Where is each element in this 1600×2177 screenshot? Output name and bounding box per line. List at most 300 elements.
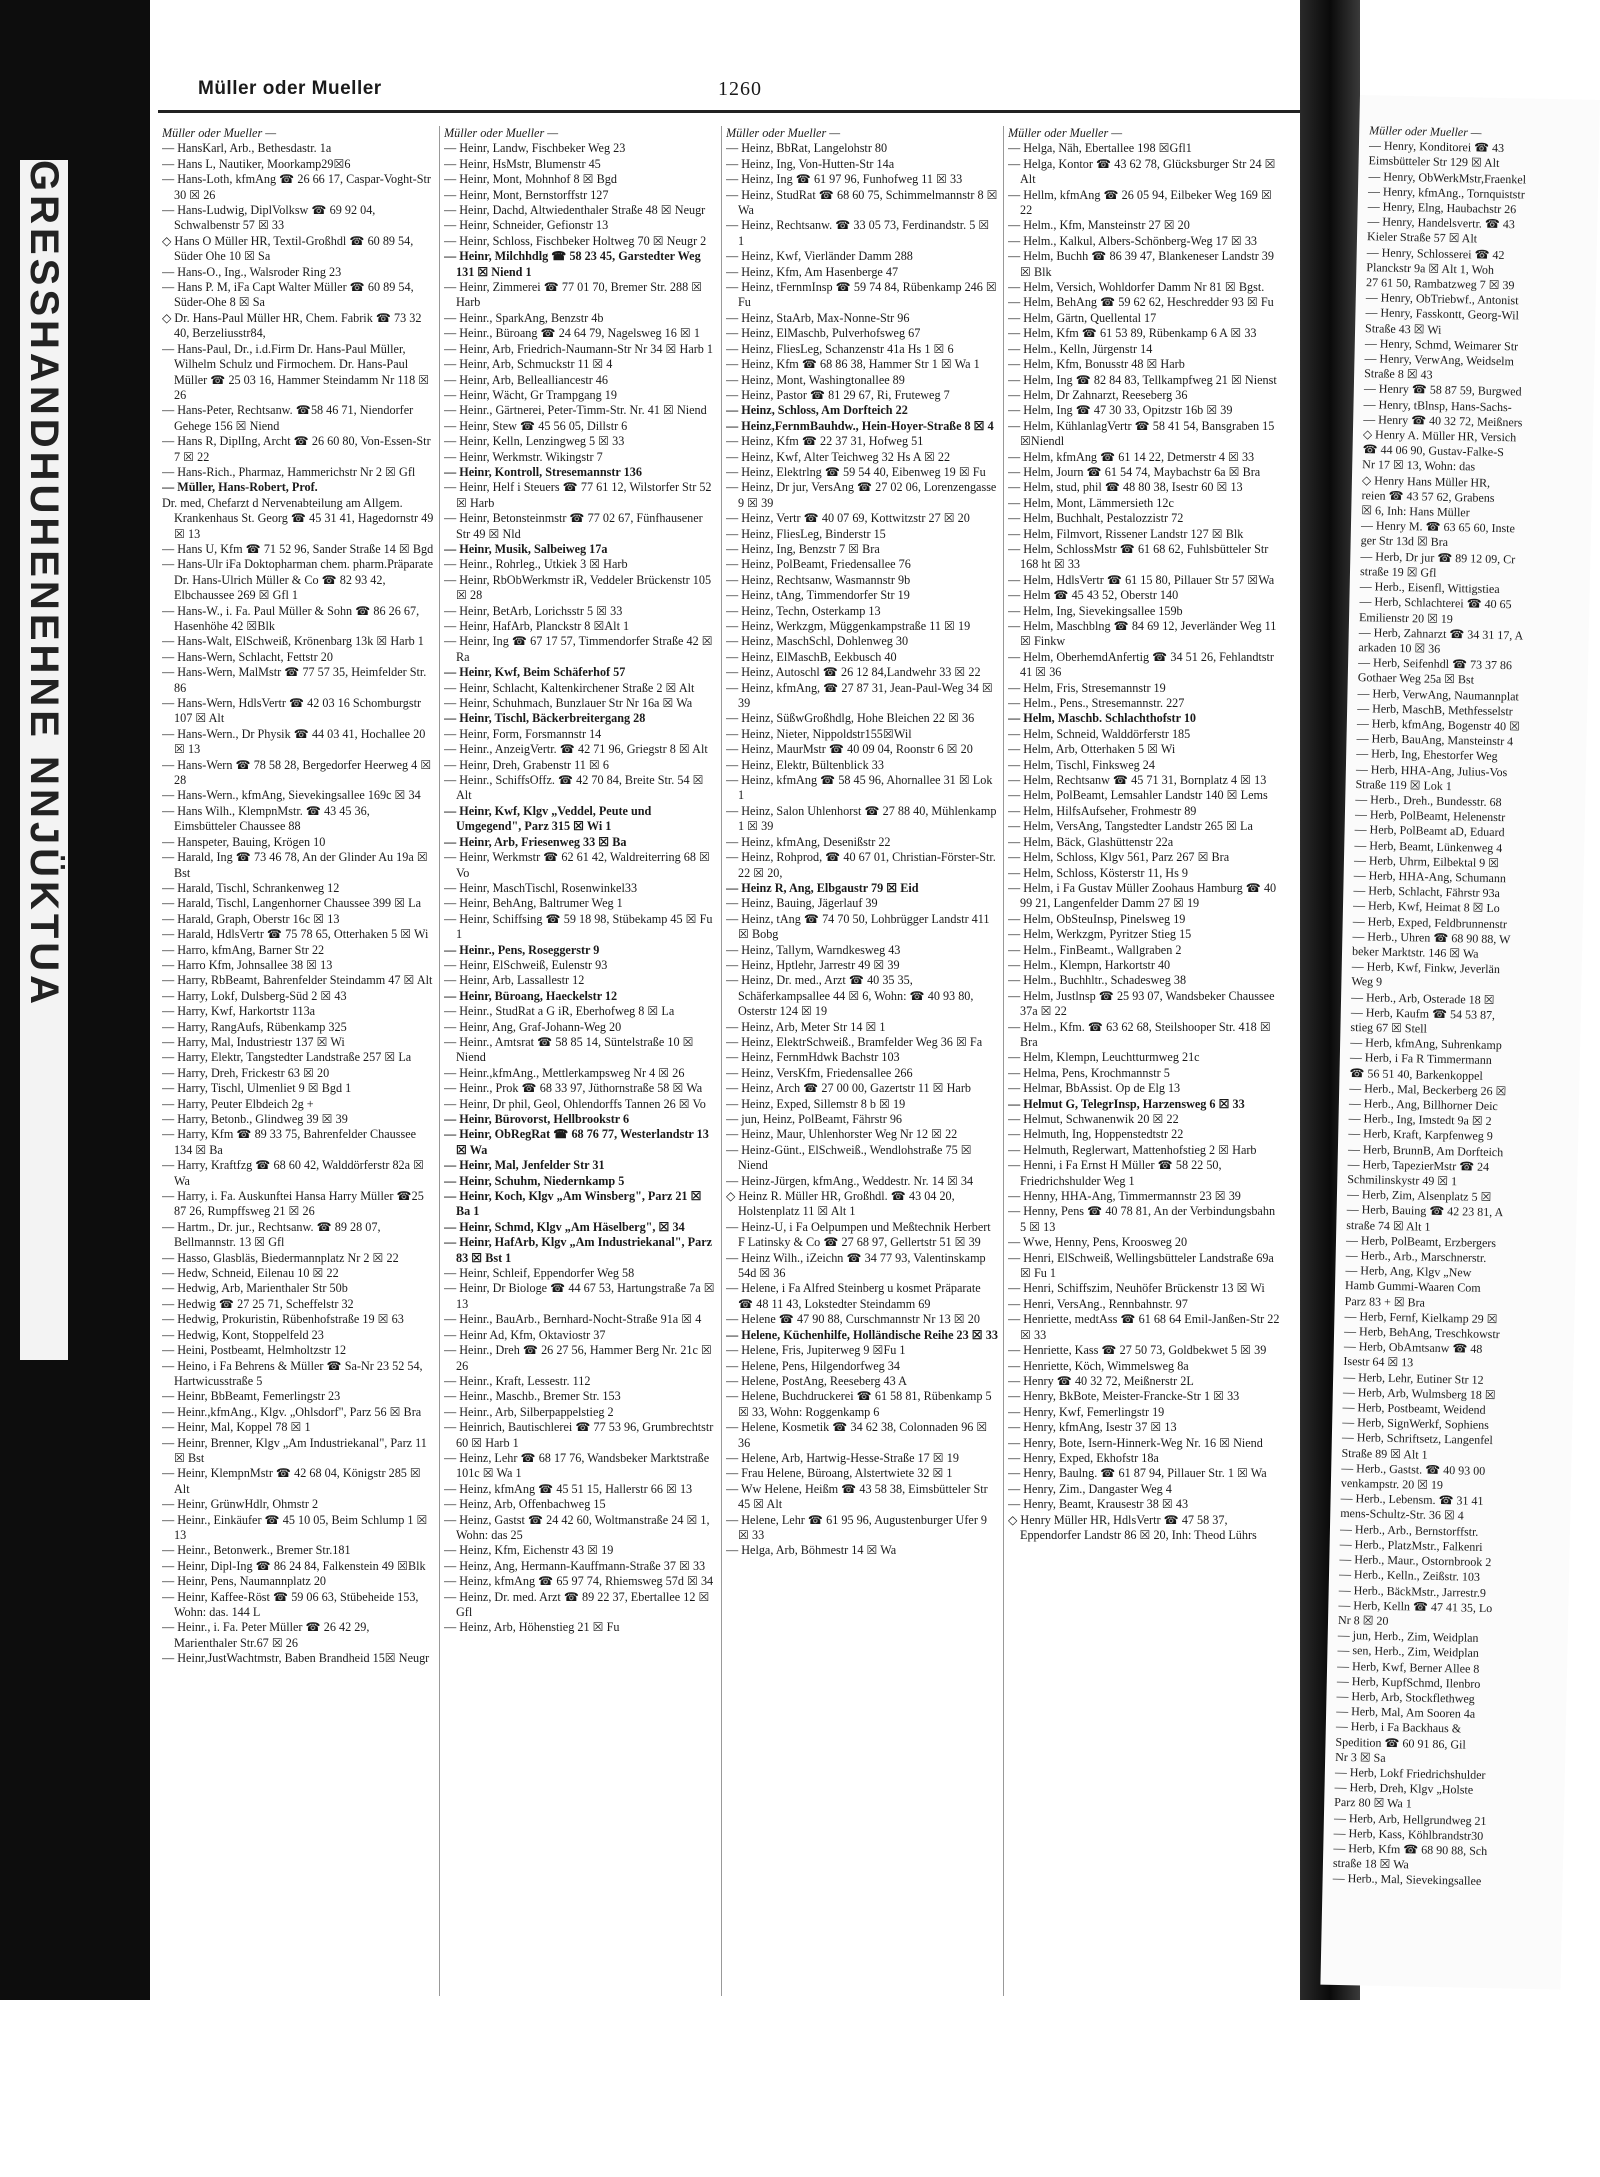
directory-entry: — Helm ☎ 45 43 52, Oberstr 140 (1008, 588, 1179, 603)
directory-entry: — Hans-Paul, Dr., i.d.Firm Dr. Hans-Paul Müller, Wilhelm Schulz und Firmochem. Dr. Hans-Paul Müller ☎ 25 03 16, Hammer Steindamm Nr 118 ☒ 26 (162, 341, 430, 402)
directory-entry: Nr 8 ☒ 20 (1337, 1612, 1389, 1628)
directory-entry: — Helm, i Fa Gustav Müller Zoohaus Hamburg ☎ 40 99 21, Langenfelder Damm 27 ☒ 19 (1008, 880, 1277, 911)
directory-entry: — Herb., Eisenfl, Wittigstiea (1359, 579, 1500, 597)
directory-entry: — Helm, Kfm, Bonusstr 48 ☒ Harb (1008, 357, 1185, 372)
directory-entry: — Hans Wilh., KlempnMstr. ☎ 43 45 36, Eimsbütteler Chaussee 88 (162, 803, 370, 834)
directory-entry: — Heinz, VersKfm, Friedensallee 266 (726, 1065, 913, 1080)
directory-entry: — Herb, ObAmtsanw ☎ 48 (1343, 1339, 1483, 1357)
directory-entry: — Heinr,JustWachtmstr, Baben Brandheid 15☒ Neugr (162, 1651, 430, 1666)
directory-entry: — Heinr, ElSchweiß, Eulenstr 93 (444, 957, 608, 972)
directory-entry: — Herb, kfmAng, Bogenstr 40 ☒ (1356, 715, 1521, 734)
directory-entry: — Helm, Mont, Lämmersieth 12c (1008, 495, 1174, 510)
directory-entry: — Helm., Pens., Stresemannstr. 227 (1008, 696, 1185, 711)
column-header-entry: Müller oder Mueller — (1369, 123, 1482, 140)
directory-entry: — Heinz, Lehr ☎ 68 17 76, Wandsbeker Marktstraße 101c ☒ Wa 1 (444, 1450, 710, 1481)
directory-entry: — Heinr., Maschb., Bremer Str. 153 (444, 1389, 621, 1404)
directory-entry: — Helm, Ing ☎ 47 30 33, Opitzstr 16b ☒ 39 (1008, 403, 1233, 418)
directory-entry: — Heinz, Ing, Benzstr 7 ☒ Bra (726, 541, 880, 556)
directory-entry: — Hans-Wern., Dr Physik ☎ 44 03 41, Hochallee 20 ☒ 13 (162, 726, 426, 757)
directory-entry: — Hedw, Schneid, Eilenau 10 ☒ 22 (162, 1266, 339, 1281)
directory-entry: — Heinr., Gärtnerei, Peter-Timm-Str. Nr. 41 ☒ Niend (444, 403, 707, 418)
directory-entry: — Herb., Maur., Ostornbrook 2 (1339, 1551, 1492, 1570)
directory-entry: — Hasso, Glasbläs, Biedermannplatz Nr 2 ☒ 22 (162, 1250, 399, 1265)
directory-entry: — Herb, Zim, Alsenplatz 5 ☒ (1346, 1187, 1492, 1205)
spine-text: GRESSHANDHUHENEHNE NNJÜKTUA (22, 160, 66, 1009)
directory-entry: — Helm, kfmAng ☎ 61 14 22, Detmerstr 4 ☒ 33 (1008, 449, 1255, 464)
directory-entry: — Heinr, Schuhmach, Bunzlauer Str Nr 16a ☒ Wa (444, 696, 693, 711)
directory-entry: — Heinr, KlempnMstr ☎ 42 68 04, Königstr 285 ☒ Alt (162, 1466, 421, 1496)
directory-entry: — Harald, Graph, Oberstr 16c ☒ 13 (162, 911, 340, 926)
directory-entry: — Herb., Arb., Marschnerstr. (1345, 1247, 1487, 1265)
directory-entry: — Helm, Bäck, Glashüttenstr 22a (1008, 834, 1174, 849)
directory-entry: — Harry, i. Fa. Auskunftei Hansa Harry Müller ☎25 87 26, Rumpffsweg 21 ☒ 26 (162, 1189, 424, 1219)
directory-entry: — Heinz, Rechtsanw, Wasmannstr 9b (726, 572, 911, 587)
directory-entry: — Heinr., Betonwerk., Bremer Str.181 (162, 1543, 351, 1558)
directory-entry: — Harald, Tischl, Schrankenweg 12 (162, 880, 340, 895)
directory-entry: — Helmar, BbAssist. Op de Elg 13 (1008, 1081, 1181, 1096)
directory-entry: — Helm, KühlanlagVertr ☎ 58 41 54, Bansgraben 15 ☒Niendl (1008, 418, 1275, 449)
directory-entry: — Helm., Kelln, Jürgenstr 14 (1008, 341, 1153, 356)
directory-entry: — Heinz, tFernmInsp ☎ 59 74 84, Rübenkamp 246 ☒ Fu (726, 280, 997, 310)
directory-entry: — Hans-O., Ing., Walsroder Ring 23 (162, 264, 342, 279)
directory-entry: — Herb, Kelln ☎ 47 41 35, Lo (1338, 1597, 1493, 1615)
directory-entry: — Herb, Ang, Klgv „New (1345, 1263, 1472, 1280)
directory-entry: — Hanspeter, Bauing, Krögen 10 (162, 834, 326, 849)
directory-entry: — Heinr., Dreh ☎ 26 27 56, Hammer Berg Nr. 21c ☒ 26 (444, 1343, 712, 1373)
directory-entry: — Heinz, tAng, Timmendorfer Str 19 (726, 588, 910, 603)
directory-entry: — Harry, Lokf, Dulsberg-Süd 2 ☒ 43 (162, 988, 347, 1003)
directory-entry: — Heinz, MaschSchl, Dohlenweg 30 (726, 634, 909, 649)
directory-entry: — Helm, OberhemdAnfertig ☎ 34 51 26, Fehlandtstr 41 ☒ 36 (1008, 649, 1274, 680)
directory-entry: — Helene, i Fa Alfred Steinberg u kosmet Präparate ☎ 48 11 43, Lokstedter Steindamm 69 (726, 1281, 981, 1311)
directory-entry: — Heinz, Kwf, Alter Teichweg 32 Hs A ☒ 22 (726, 449, 951, 464)
directory-entry: Emilienstr 20 ☒ 19 (1358, 609, 1453, 626)
directory-entry: — Henry, ObTriebwf., Antonist (1365, 290, 1519, 308)
directory-entry: — Henry, Baulng. ☎ 61 87 94, Pillauer Str. 1 ☒ Wa (1008, 1466, 1267, 1481)
directory-entry: — Herb., Uhren ☎ 68 90 88, W (1352, 928, 1511, 947)
directory-entry: Straße 8 ☒ 43 (1364, 366, 1433, 382)
directory-entry: — Herb, Dr jur ☎ 89 12 09, Cr (1360, 548, 1516, 567)
directory-entry: — Helga, Näh, Ebertallee 198 ☒Gfl1 (1008, 141, 1192, 156)
directory-entry: — Helm, SchlossMstr ☎ 61 68 62, Fuhlsbütteler Str 168 ht ☒ 33 (1008, 541, 1269, 572)
directory-entry: — Helene, Kosmetik ☎ 34 62 38, Colonnaden 96 ☒ 36 (726, 1420, 988, 1450)
directory-entry: — Heinz, Arb, Meter Str 14 ☒ 1 (726, 1019, 886, 1034)
directory-entry: — Henry ☎ 58 87 59, Burgwed (1363, 381, 1522, 399)
directory-entry: — jun, Heinz, PolBeamt, Fährstr 96 (726, 1112, 903, 1126)
column-header-entry: Müller oder Mueller — (1008, 126, 1123, 140)
directory-entry: straße 74 ☒ Alt 1 (1346, 1217, 1431, 1234)
directory-entry: — Harry, Kraftfzg ☎ 68 60 42, Walddörferstr 82a ☒ Wa (162, 1158, 425, 1188)
directory-entry: — Heinz, Kfm, Am Hasenberge 47 (726, 264, 899, 279)
directory-entry: — Heinr, BbBeamt, Femerlingstr 23 (162, 1389, 341, 1404)
directory-entry: — Henry ☎ 40 32 72, Meißners (1363, 411, 1523, 430)
directory-entry: — Helm, Buchh ☎ 86 39 47, Blankeneser Landstr 39 ☒ Blk (1008, 249, 1274, 279)
directory-entry: — Heinr, Schlacht, Kaltenkirchener Straße 2 ☒ Alt (444, 680, 695, 695)
directory-entry: — Herb., Mal, Beckerberg 26 ☒ (1349, 1080, 1507, 1099)
directory-entry: — Heinr, Arb, Bellealliancestr 46 (444, 372, 608, 387)
directory-entry: — Helga, Arb, Böhmestr 14 ☒ Wa (726, 1543, 897, 1558)
directory-entry: — Heinr, Dr phil, Geol, Ohlendorffs Tannen 26 ☒ Vo (444, 1096, 706, 1111)
directory-entry: — Heinr, Schleif, Eppendorfer Weg 58 (444, 1266, 635, 1281)
directory-entry: Schmilinskystr 49 ☒ 1 (1347, 1171, 1458, 1189)
directory-entry: — Herb., Arb, Osterade 18 ☒ (1350, 989, 1495, 1007)
directory-entry: — Herb, Zahnarzt ☎ 34 31 17, A (1358, 624, 1524, 643)
directory-entry: — Henry, Exped, Ekhofstr 18a (1008, 1450, 1159, 1465)
directory-entry: reien ☎ 43 57 62, Grabens (1361, 487, 1495, 505)
directory-entry: — Harry, RbBeamt, Bahrenfelder Steindamm 47 ☒ Alt (162, 973, 433, 988)
directory-entry: — Heinz, kfmAng ☎ 65 97 74, Rhiemsweg 57d ☒ 34 (444, 1574, 714, 1589)
directory-entry: — Heinz, ElektrSchweiß., Bramfelder Weg 36 ☒ Fa (726, 1034, 983, 1049)
directory-entry: — Henny, HHA-Ang, Timmermannstr 23 ☒ 39 (1008, 1189, 1241, 1204)
directory-entry: — Heinz-Günt., ElSchweiß., Wendlohstraße 75 ☒ Niend (726, 1142, 972, 1173)
directory-entry: — Heinz, BbRat, Langelohstr 80 (726, 141, 888, 156)
directory-entry: — Heinz Wilh., iZeichn ☎ 34 77 93, Valentinskamp 54d ☒ 36 (726, 1250, 986, 1281)
directory-entry: — Helmuth, Reglerwart, Mattenhofstieg 2 ☒ Harb (1008, 1142, 1257, 1157)
directory-entry: — Herb, Schlachterei ☎ 40 65 (1359, 594, 1512, 612)
column-header-entry: Müller oder Mueller — (444, 126, 559, 140)
directory-entry: — Herb, HHA-Ang, Schumann (1353, 867, 1507, 886)
directory-entry: — Herb., Ing, Imstedt 9a ☒ 2 (1348, 1111, 1492, 1129)
directory-entry: — Herb, Postbeamt, Weidend (1342, 1399, 1486, 1417)
directory-entry: ◇ Henry A. Müller HR, Versich (1362, 427, 1517, 445)
directory-entry: — Herb, Fernf, Kielkamp 29 ☒ (1344, 1308, 1498, 1326)
directory-entry: — Helm, Klempn, Leuchtturmweg 21c (1008, 1050, 1200, 1065)
directory-entry: — Henry M. ☎ 63 65 60, Inste (1360, 518, 1516, 536)
directory-entry: — Heinz, kfmAng ☎ 45 51 15, Hallerstr 66 ☒ 13 (444, 1481, 693, 1496)
directory-entry: — Herb, MaschB, Methfesselstr (1357, 700, 1513, 719)
directory-entry: — Helm, HdlsVertr ☎ 61 15 80, Pillauer Str 57 ☒Wa (1008, 572, 1275, 587)
directory-entry: — Heinr, Dreh, Grabenstr 11 ☒ 6 (444, 757, 609, 772)
directory-entry: — Herb, Beamt, Lünkenweg 4 (1354, 837, 1503, 855)
directory-entry: — Heinr, Schloss, Fischbeker Holtweg 70 ☒ Neugr 2 (444, 233, 707, 248)
directory-entry: Parz 83 + ☒ Bra (1344, 1293, 1426, 1310)
directory-entry: — Heinr, Schuhm, Niedernkamp 5 (444, 1173, 625, 1188)
directory-entry: — Hans U, Kfm ☎ 71 52 96, Sander Straße 14 ☒ Bgd (162, 541, 434, 556)
directory-entry: — Heinr, GrünwHdlr, Ohmstr 2 (162, 1497, 319, 1512)
directory-entry: — Heinr, HsMstr, Blumenstr 45 (444, 156, 601, 171)
directory-entry: — Helm, Kfm ☎ 61 53 89, Rübenkamp 6 A ☒ 33 (1008, 326, 1257, 341)
directory-entry: — Harry, Kfm ☎ 89 33 75, Bahrenfelder Chaussee 134 ☒ Ba (162, 1127, 417, 1157)
directory-entry: — Heinz,FernmBauhdw., Hein-Hoyer-Straße 8 ☒ 4 (726, 418, 994, 433)
directory-entry: — Heinz, Dr. med. Arzt ☎ 89 22 37, Ebertallee 12 ☒ Gfl (444, 1589, 710, 1619)
directory-entry: — Helga, Kontor ☎ 43 62 78, Glücksburger Str 24 ☒ Alt (1008, 156, 1276, 187)
directory-entry: — Herb., Kelln., Zeißstr. 103 (1338, 1567, 1481, 1585)
directory-entry: — Herb, Schriftsetz, Langenfel (1341, 1430, 1493, 1448)
directory-entry: ◇ Heinz R. Müller HR, Großhdl. ☎ 43 04 20, Holstenplatz 11 ☒ Alt 1 (726, 1189, 955, 1219)
directory-entry: — Herb, PolBeamt, Erzbergers (1345, 1232, 1497, 1250)
directory-entry: — Herb, i Fa R Timmermann (1349, 1050, 1492, 1068)
directory-entry: — Hans L, Nautiker, Moorkamp29☒6 (162, 156, 351, 171)
directory-entry: — Helm., Kfm, Mansteinstr 27 ☒ 20 (1008, 218, 1190, 233)
directory-entry: — Heinz, FernmHdwk Bachstr 103 (726, 1050, 900, 1065)
directory-entry: — Heinr, ObRegRat ☎ 68 76 77, Westerlandstr 13 ☒ Wa (444, 1127, 709, 1157)
directory-entry: — Henry, Handelsvertr. ☎ 43 (1367, 214, 1515, 232)
directory-entry: — Henny, Pens ☎ 40 78 81, An der Verbindungsbahn 5 ☒ 13 (1008, 1204, 1276, 1234)
directory-entry: — Heinr.,kfmAng., Mettlerkampsweg Nr 4 ☒ 26 (444, 1065, 685, 1080)
directory-entry: — Henry, Elng, Haubachstr 26 (1367, 199, 1517, 217)
directory-entry: — Henry, tBlnsp, Hans-Sachs- (1363, 396, 1512, 414)
directory-entry: — Henriette, Kass ☎ 27 50 73, Goldbekwet 5 ☒ 39 (1008, 1343, 1267, 1358)
directory-entry: — Helm, Maschb. Schlachthofstr 10 (1008, 711, 1197, 726)
directory-entry: — Helmut G, TelegrInsp, Harzensweg 6 ☒ 33 (1008, 1096, 1245, 1111)
directory-entry: — Heinz, SüßwGroßhdlg, Hohe Bleichen 22 ☒ 36 (726, 711, 975, 726)
directory-entry: — Helene, Lehr ☎ 61 95 96, Augustenburger Ufer 9 ☒ 33 (726, 1512, 988, 1542)
directory-entry: — Helene, Fris, Jupiterweg 9 ☒Fu 1 (726, 1343, 906, 1358)
directory-entry: — Heinz, Rechtsanw. ☎ 33 05 73, Ferdinandstr. 5 ☒ 1 (726, 218, 990, 248)
directory-entry: — Henni, i Fa Ernst H Müller ☎ 58 22 50, Friedrichshulder Weg 1 (1008, 1158, 1222, 1188)
directory-entry: ◇ Hans O Müller HR, Textil-Großhdl ☎ 60 89 54, Süder Ohe 10 ☒ Sa (162, 233, 414, 264)
directory-entry: — Herb, kfmAng, Suhrenkamp (1350, 1035, 1502, 1053)
directory-entry: — Heinr, Schiffsing ☎ 59 18 98, Stübekamp 45 ☒ Fu 1 (444, 911, 713, 942)
directory-entry: — Heinz, Salon Uhlenhorst ☎ 27 88 40, Mühlenkamp 1 ☒ 39 (726, 803, 997, 834)
directory-entry: — Heinr, Kwf, Beim Schäferhof 57 (444, 665, 626, 680)
directory-entry: — Heinr, Kontroll, Stresemannstr 136 (444, 464, 642, 479)
directory-entry: — Heinr, Landw, Fischbeker Weg 23 (444, 141, 626, 156)
directory-entry: — Heinr, Zimmerei ☎ 77 01 70, Bremer Str. 288 ☒ Harb (444, 280, 703, 310)
directory-entry: — Herb, Schlacht, Fährstr 93a (1353, 883, 1501, 901)
directory-entry: — Herb., Arb., Bernstorffstr. (1339, 1521, 1479, 1539)
directory-entry: ◇ Henry Müller HR, HdlsVertr ☎ 47 58 37, Eppendorfer Landstr 86 ☒ 20, Inh: Theod Lührs (1008, 1512, 1257, 1542)
directory-entry: — Helm, stud, phil ☎ 48 80 38, Isestr 60 ☒ 13 (1008, 480, 1243, 495)
directory-entry: — Helm., FinBeamt., Wallgraben 2 (1008, 942, 1182, 957)
directory-entry: — Helm, Schneid, Walddörferstr 185 (1008, 726, 1191, 741)
directory-entry: — Heinr., BauArb., Bernhard-Nocht-Straße 91a ☒ 4 (444, 1312, 702, 1327)
directory-entry: — Henry, Konditorei ☎ 43 (1368, 138, 1505, 156)
directory-entry: — Heinr, Kwf, Klgv „Veddel, Peute und Umgegend", Parz 315 ☒ Wi 1 (444, 803, 652, 834)
directory-entry: — Heinrich, Bautischlerei ☎ 77 53 96, Grumbrechtstr 60 ☒ Harb 1 (444, 1420, 714, 1450)
column-header-entry: Müller oder Mueller — (726, 126, 841, 140)
directory-entry: — Helm, Schloss, Klgv 561, Parz 267 ☒ Bra (1008, 850, 1230, 865)
directory-entry: — Heinr, Kaffee-Röst ☎ 59 06 63, Stübeheide 153, Wohn: das. 144 L (162, 1589, 419, 1619)
directory-entry: — Heinz, Maur, Uhlenhorster Weg Nr 12 ☒ 22 (726, 1127, 958, 1142)
directory-entry: — Herb, Bauing ☎ 42 23 81, A (1346, 1202, 1504, 1220)
directory-entry: — Herb, Lokf Friedrichshulder (1334, 1764, 1486, 1782)
directory-entry: — Heinr, Musik, Salbeiweg 17a (444, 541, 608, 556)
directory-entry: — Helm, Arb, Otterhaken 5 ☒ Wi (1008, 742, 1176, 757)
directory-entry: — Heinr., Büroang ☎ 24 64 79, Nagelsweg 16 ☒ 1 (444, 326, 700, 341)
directory-entry: — Heinr, Betonsteinmstr ☎ 77 02 67, Fünfhausener Str 49 ☒ Nld (444, 511, 703, 541)
facing-page (1320, 95, 1600, 1990)
directory-entry: — Heinr, Bürovorst, Hellbrookstr 6 (444, 1112, 630, 1126)
directory-entry: — Heinz, Kfm ☎ 22 37 31, Hofweg 51 (726, 434, 924, 449)
directory-entry: — Heinr, Arb, Schmuckstr 11 ☒ 4 (444, 357, 613, 372)
directory-entry: — Heinr, Arb, Friesenweg 33 ☒ Ba (444, 834, 627, 849)
column-divider (1003, 126, 1004, 1996)
directory-entry: — Heinz, MaurMstr ☎ 40 09 04, Roonstr 6 ☒ 20 (726, 742, 973, 757)
directory-entry: — Herb, Arb, Hellgrundweg 21 (1333, 1810, 1487, 1828)
directory-entry: — Helmuth, Ing, Hoppenstedtstr 22 (1008, 1127, 1184, 1142)
directory-entry: — Herb, Mal, Am Sooren 4a (1336, 1703, 1476, 1721)
directory-entry: — Heinz, Dr jur, VersAng ☎ 27 02 06, Lorenzengasse 9 ☒ 39 (726, 480, 997, 510)
directory-entry: — Heinz, Arb, Offenbachweg 15 (444, 1497, 606, 1512)
directory-entry: — Heinz, Ing, Von-Hutten-Str 14a (726, 156, 895, 171)
directory-entry: — Heinr., Rohrleg., Utkiek 3 ☒ Harb (444, 557, 628, 572)
column-header-entry: Müller oder Mueller — (162, 126, 277, 140)
directory-entry: — Herb, KupfSchmd, Ilenbro (1336, 1673, 1481, 1691)
directory-entry: Kieler Straße 57 ☒ Alt (1366, 229, 1478, 246)
facing-page-column (1330, 123, 1600, 1989)
directory-entry: Parz 80 ☒ Wa 1 (1334, 1795, 1412, 1811)
directory-entry: — Heinz, Hptlehr, Jarrestr 49 ☒ 39 (726, 957, 900, 972)
directory-entry: — Helm, Maschblng ☎ 84 69 12, Jeverländer Weg 11 ☒ Finkw (1008, 619, 1277, 649)
directory-entry: — Heinz, StudRat ☎ 68 60 75, Schimmelmannstr 8 ☒ Wa (726, 187, 998, 218)
directory-entry: — Heinz, Autoschl ☎ 26 12 84,Landwehr 33 ☒ 22 (726, 665, 981, 680)
directory-entry: — Harry, Mal, Industriestr 137 ☒ Wi (162, 1034, 345, 1049)
directory-entry: — Helm, Ing, Sievekingsallee 159b (1008, 603, 1183, 618)
directory-entry: — Heinr, Brenner, Klgv „Am Industriekanal", Parz 11 ☒ Bst (162, 1435, 427, 1465)
directory-entry: — Helm, Versich, Wohldorfer Damm Nr 81 ☒ Bgst. (1008, 280, 1265, 295)
column-2 (444, 126, 716, 1996)
directory-entry: — Helm, Filmvort, Rissener Landstr 127 ☒ Blk (1008, 526, 1244, 541)
directory-entry: — Heinz, Techn, Osterkamp 13 (726, 603, 881, 618)
directory-entry: — Hans-Wern, Schlacht, Fettstr 20 (162, 649, 333, 664)
directory-entry: — Heinr, Stew ☎ 45 56 05, Dillstr 6 (444, 418, 628, 433)
directory-entry: — Henry, Bote, Isern-Hinnerk-Weg Nr. 16 ☒ Niend (1008, 1435, 1263, 1450)
directory-entry: — Heinr, Werkmstr. Wikingstr 7 (444, 449, 603, 464)
directory-entry: — Heini, Postbeamt, Helmholtzstr 12 (162, 1343, 347, 1358)
header-rule (158, 110, 1300, 113)
directory-entry: — Hans-Rich., Pharmaz, Hammerichstr Nr 2 ☒ Gfl (162, 464, 416, 479)
directory-entry: — Herb, TapezierMstr ☎ 24 (1347, 1156, 1490, 1174)
directory-entry: ☒ 6, Inh: Hans Müller (1361, 503, 1470, 520)
directory-entry: — Helm, ObSteuInsp, Pinelsweg 19 (1008, 911, 1186, 926)
directory-entry: — Heinz, PolBeamt, Friedensallee 76 (726, 557, 911, 572)
directory-entry: — Heinz, StaArb, Max-Nonne-Str 96 (726, 310, 910, 325)
directory-entry: — Helm., Kalkul, Albers-Schönberg-Weg 17 ☒ 33 (1008, 233, 1258, 248)
directory-entry: — Helm., Klempn, Harkortstr 40 (1008, 957, 1171, 972)
directory-entry: — Heinr., Arb, Silberpappelstieg 2 (444, 1404, 614, 1419)
directory-entry: — Heinz, Kfm, Eichenstr 43 ☒ 19 (444, 1543, 614, 1558)
directory-entry: — Heinr., Prok ☎ 68 33 97, Jüthornstraße 58 ☒ Wa (444, 1081, 703, 1096)
directory-entry: Spedition ☎ 60 91 86, Gil (1335, 1734, 1466, 1752)
directory-entry: Nr 3 ☒ Sa (1335, 1749, 1386, 1765)
directory-entry: — Herb, HHA-Ang, Julius-Vos (1355, 761, 1508, 779)
directory-entry: — Heinr, Tischl, Bäckerbreitergang 28 (444, 711, 646, 726)
directory-entry: — Henry, Kwf, Femerlingstr 19 (1008, 1404, 1165, 1419)
directory-entry: — Herb., Lebensm. ☎ 31 41 (1340, 1491, 1484, 1509)
directory-entry: — Herb, VerwAng, Naumannplat (1357, 685, 1520, 703)
directory-entry: — Hans-Ludwig, DiplVolksw ☎ 69 92 04, Schwalbenstr 57 ☒ 33 (162, 203, 376, 233)
directory-entry: — Hedwig, Kont, Stoppelfeld 23 (162, 1327, 324, 1342)
directory-entry: — Henry, Zim., Dangaster Weg 4 (1008, 1481, 1172, 1496)
directory-entry: — Harro, kfmAng, Barner Str 22 (162, 942, 325, 957)
directory-entry: — Hans-Wern, HdlsVertr ☎ 42 03 16 Schomburgstr 107 ☒ Alt (162, 696, 422, 726)
directory-entry: — Henry, VerwAng, Weidselm (1364, 351, 1515, 369)
directory-entry: — Helmut, Schwanenwik 20 ☒ 22 (1008, 1112, 1179, 1126)
directory-entry: Planckstr 9a ☒ Alt 1, Woh (1366, 260, 1495, 277)
directory-entry: — Herb, PolBeamt, Helenenstr (1354, 807, 1506, 825)
directory-entry: — Henriette, medtAss ☎ 61 68 64 Emil-Janßen-Str 22 ☒ 33 (1008, 1312, 1280, 1342)
directory-entry: — Harald, Tischl, Langenhorner Chaussee 399 ☒ La (162, 896, 422, 911)
directory-entry: Isestr 64 ☒ 13 (1343, 1354, 1414, 1370)
directory-entry: — Heinr.,kfmAng., Klgv. „Ohlsdorf", Parz 56 ☒ Bra (162, 1404, 422, 1419)
directory-entry: — Heinr, BetArb, Lorichsstr 5 ☒ 33 (444, 603, 623, 618)
directory-entry: — Heinr, Mont, Mohnhof 8 ☒ Bgd (444, 172, 617, 187)
directory-entry: — Herb, Arb, Stockflethweg (1336, 1688, 1475, 1706)
directory-entry: — Heinz, Werkzgm, Müggenkampstraße 11 ☒ 19 (726, 619, 971, 633)
directory-entry: — Heinz, Ang, Hermann-Kauffmann-Straße 37 ☒ 33 (444, 1558, 706, 1573)
directory-entry: — Harro Kfm, Johnsallee 38 ☒ 13 (162, 957, 333, 972)
directory-entry: — Heinr, Büroang, Haeckelstr 12 (444, 988, 618, 1003)
directory-entry: straße 19 ☒ Gfl (1359, 563, 1437, 580)
directory-entry: — Heinr, Ang, Graf-Johann-Weg 20 (444, 1019, 622, 1034)
directory-entry: — Helene ☎ 47 90 88, Curschmannstr Nr 13 ☒ 20 (726, 1312, 980, 1327)
directory-entry: arkaden 10 ☒ 36 (1358, 639, 1441, 656)
directory-entry: — Ww Helene, Heißm ☎ 43 58 38, Eimsbütteler Str 45 ☒ Alt (726, 1481, 988, 1512)
directory-entry: — Heinr, Mal, Koppel 78 ☒ 1 (162, 1420, 311, 1435)
directory-entry: — Heinz, Gastst ☎ 24 42 60, Woltmanstraße 24 ☒ 1, Wohn: das 25 (444, 1512, 710, 1542)
directory-entry: — Wwe, Henny, Pens, Kroosweg 20 (1008, 1235, 1188, 1250)
directory-entry: — Helm, Ing ☎ 82 84 83, Tellkampfweg 21 ☒ Nienst (1008, 372, 1277, 387)
directory-entry: — Heinr, Dr Biologe ☎ 44 67 53, Hartungstraße 7a ☒ 13 (444, 1281, 715, 1311)
directory-entry: — Hellm, kfmAng ☎ 26 05 94, Eilbeker Weg 169 ☒ 22 (1008, 187, 1272, 218)
directory-entry: — Herb, Uhrm, Eilbektal 9 ☒ (1353, 852, 1500, 870)
directory-entry: — Helm, Werkzgm, Pyritzer Stieg 15 (1008, 927, 1192, 942)
directory-entry: — Hans R, DiplIng, Archt ☎ 26 60 80, Von-Essen-Str 7 ☒ 22 (162, 434, 431, 464)
directory-entry: — Heinr., StudRat a G iR, Eberhofweg 8 ☒ La (444, 1004, 675, 1019)
directory-entry: — Heinr, Pens, Naumannplatz 20 (162, 1574, 327, 1589)
directory-entry: — Müller, Hans-Robert, Prof. (162, 480, 318, 495)
directory-entry: — Heinr, Arb, Friedrich-Naumann-Str Nr 34 ☒ Harb 1 (444, 341, 714, 356)
directory-entry: — Harry, Tischl, Ulmenliet 9 ☒ Bgd 1 (162, 1081, 352, 1096)
directory-entry: — Helm., Kfm. ☎ 63 62 68, Steilshooper Str. 418 ☒ Bra (1008, 1019, 1271, 1049)
directory-entry: — Helm., Buchhltr., Schadesweg 38 (1008, 973, 1187, 988)
directory-entry: — Heinr., Einkäufer ☎ 45 10 05, Beim Schlump 1 ☒ 13 (162, 1512, 428, 1542)
directory-entry: — Helm, Schloss, Kösterstr 11, Hs 9 (1008, 865, 1188, 880)
directory-entry: — Heinz, ElMaschB, Eekbusch 40 (726, 649, 897, 664)
directory-entry: — Hans-Wern., kfmAng, Sievekingsallee 169c ☒ 34 (162, 788, 421, 803)
directory-entry: — Hans-W., i. Fa. Paul Müller & Sohn ☎ 86 26 67, Hasenhöhe 42 ☒Blk (162, 603, 420, 633)
directory-entry: — Heinr, Dachd, Altwiedenthaler Straße 48 ☒ Neugr (444, 203, 706, 218)
directory-entry: — Helene, Küchenhilfe, Holländische Reihe 23 ☒ 33 (726, 1327, 998, 1342)
directory-entry: — jun, Herb., Zim, Weidplan (1337, 1627, 1479, 1645)
directory-entry: — Herb., BäckMstr., Jarrestr.9 (1338, 1582, 1487, 1600)
directory-entry: — Hedwig, Arb, Marienthaler Str 50b (162, 1281, 348, 1296)
directory-entry: — Heinr, Dipl-Ing ☎ 86 24 84, Falkenstein 49 ☒Blk (162, 1558, 426, 1573)
directory-entry: — Herb, BauAng, Mansteinstr 4 (1356, 731, 1514, 749)
directory-entry: — Heinz-U, i Fa Oelpumpen und Meßtechnik Herbert F Latinsky & Co ☎ 27 68 97, Gellertstr 51 ☒ 39 (726, 1219, 991, 1250)
directory-entry: venkampstr. 20 ☒ 19 (1340, 1475, 1444, 1493)
directory-entry: — Herb, SignWerkf, Sophiens (1342, 1415, 1490, 1433)
directory-entry: — Herb, Kass, Köhlbrandstr30 (1333, 1825, 1484, 1843)
directory-entry: — Heinr, Ing ☎ 67 17 57, Timmendorfer Straße 42 ☒ Ra (444, 634, 713, 664)
directory-entry: — Heinr, Mont, Bernstorffstr 127 (444, 187, 609, 202)
directory-entry: stieg 67 ☒ Stell (1350, 1019, 1428, 1036)
directory-entry: — Henri, Schiffszim, Neuhöfer Brückenstr 13 ☒ Wi (1008, 1281, 1265, 1296)
directory-entry: — Frau Helene, Büroang, Alstertwiete 32 ☒ 1 (726, 1466, 953, 1481)
directory-entry: — Heinr, BehAng, Baltrumer Weg 1 (444, 896, 623, 911)
directory-entry: Straße 43 ☒ Wi (1364, 320, 1442, 337)
directory-entry: beker Marktstr. 146 ☒ Wa (1351, 943, 1479, 961)
directory-entry: — Henri, ElSchweiß, Wellingsbütteler Landstraße 69a ☒ Fu 1 (1008, 1250, 1274, 1281)
directory-entry: — Heinz, Arb, Höhenstieg 21 ☒ Fu (444, 1620, 620, 1635)
directory-entry: — Heinz, Elektrlng ☎ 59 54 40, Eibenweg 19 ☒ Fu (726, 464, 986, 479)
directory-entry: ☎ 44 06 90, Gustav-Falke-S (1362, 442, 1504, 460)
directory-entry: — Herb, BehAng, Treschkowstr (1343, 1323, 1500, 1342)
directory-entry: — Heinr., Kraft, Lessestr. 112 (444, 1373, 591, 1388)
directory-entry: — Heinr., SparkAng, Benzstr 4b (444, 310, 604, 325)
directory-entry: — Heinz, FliesLeg, Binderstr 15 (726, 526, 886, 541)
directory-entry: — Henry, Schlosserei ☎ 42 (1366, 244, 1505, 262)
directory-entry: Dr. med, Chefarzt d Nervenabteilung am Allgem. Krankenhaus St. Georg ☎ 45 31 41, Hagedornstr 49 ☒ 13 (162, 495, 434, 541)
directory-entry: — Herb, Kaufm ☎ 54 53 87, (1350, 1004, 1496, 1022)
directory-entry: — Helene, Arb, Hartwig-Hesse-Straße 17 ☒ 19 (726, 1450, 959, 1465)
directory-entry: ☎ 56 51 40, Barkenkoppel (1349, 1065, 1483, 1083)
directory-entry: — Hans-Wern ☎ 78 58 28, Bergedorfer Heerweg 4 ☒ 28 (162, 757, 432, 788)
directory-entry: — Herb., PlatzMstr., Falkenri (1339, 1536, 1483, 1554)
directory-entry: — Helm, Rechtsanw ☎ 45 71 31, Bornplatz 4 ☒ 13 (1008, 773, 1267, 788)
column-divider (439, 126, 440, 1996)
